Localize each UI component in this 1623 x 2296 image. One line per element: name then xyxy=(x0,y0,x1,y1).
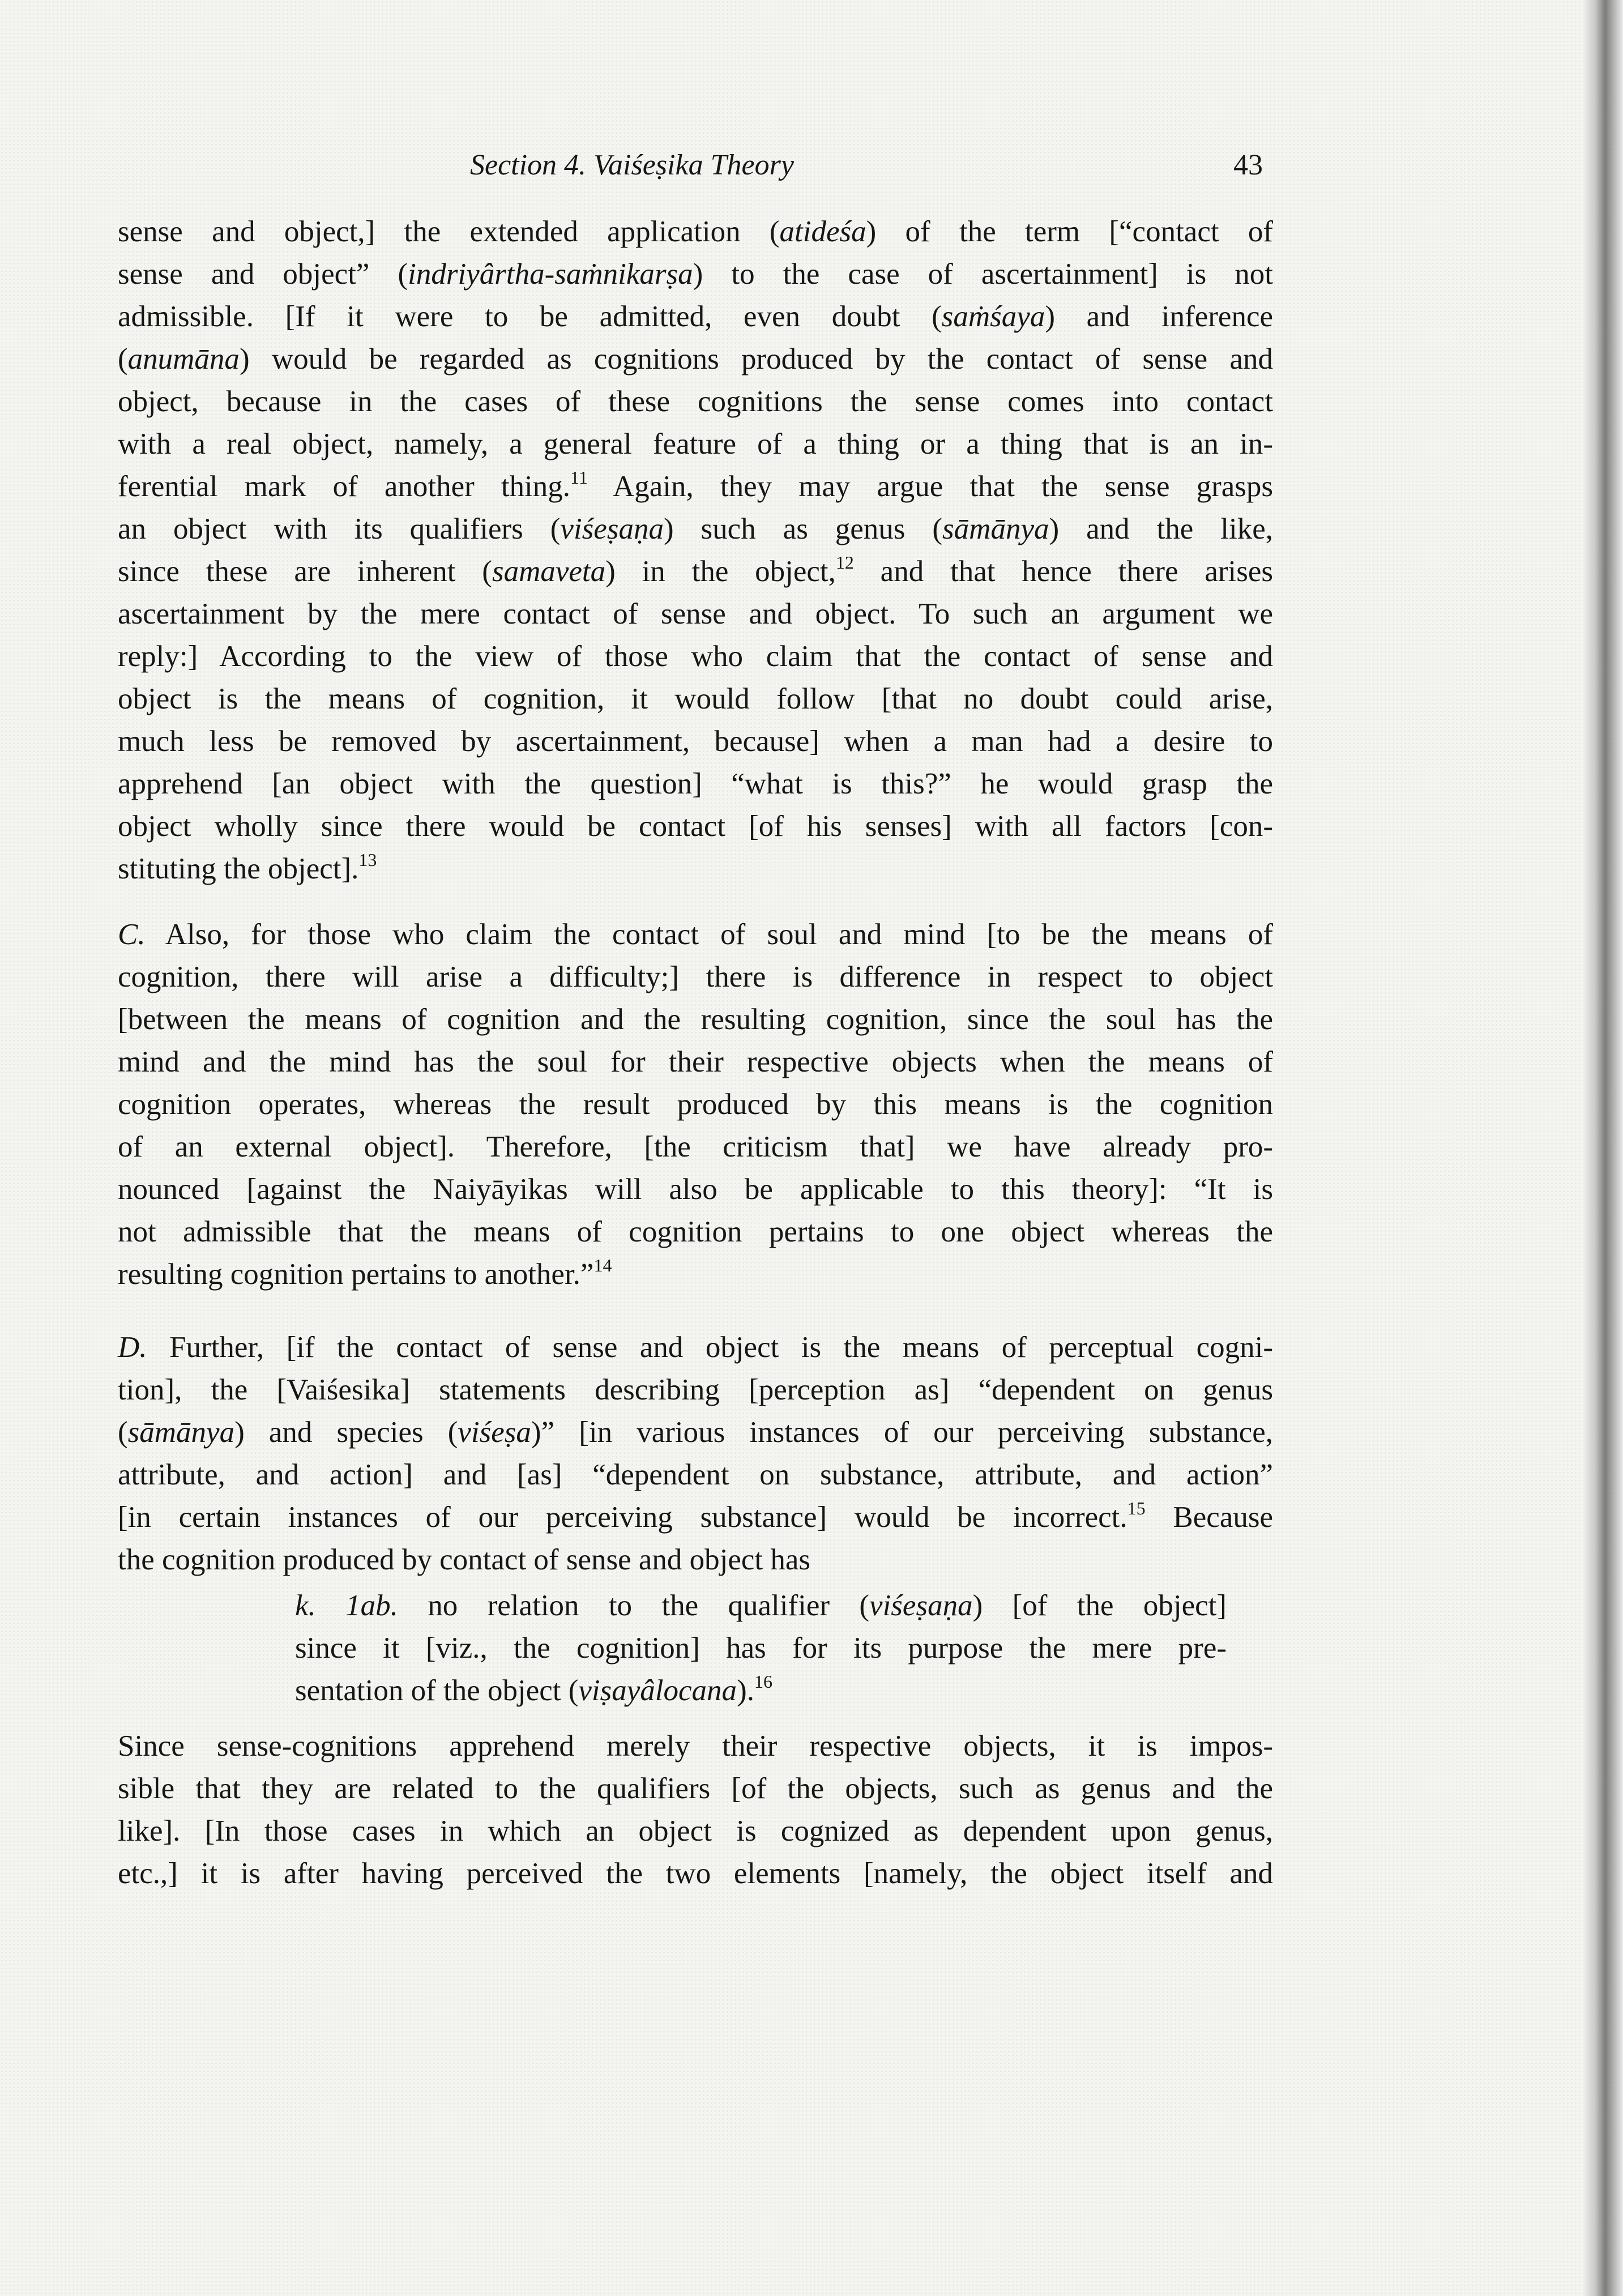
text-line xyxy=(118,1725,1273,1768)
text-line xyxy=(118,466,1273,508)
text-line xyxy=(118,1768,1273,1810)
text-run: reply:] According to the view of those who claim that the contact of sense and xyxy=(118,640,1273,673)
footnote-ref: 16 xyxy=(754,1671,772,1692)
italic-term: viṣayâlocana xyxy=(578,1674,737,1707)
text-run: the cognition produced by contact of sense and object has xyxy=(118,1543,811,1576)
text-run: object wholly since there would be contact [of his senses] with all factors [con- xyxy=(118,810,1273,843)
italic-term: C. xyxy=(118,918,146,951)
italic-term: viśeṣa xyxy=(458,1416,531,1449)
text-run: cognition, there will arise a difficulty;] there is difference in respect to object xyxy=(118,961,1273,993)
text-run: tion], the [Vaiśesika] statements describing [perception as] “dependent on genus xyxy=(118,1373,1273,1406)
text-run: Further, [if the contact of sense and object is the means of perceptual cogni- xyxy=(147,1331,1273,1364)
text-line xyxy=(118,338,1273,381)
text-run: not admissible that the means of cognition pertains to one object whereas the xyxy=(118,1215,1273,1248)
italic-term: viśeṣaṇa xyxy=(560,513,664,545)
book-binding-edge xyxy=(1583,0,1623,2296)
text-line xyxy=(118,678,1273,720)
text-run: admissible. [If it were to be admitted, even doubt ( xyxy=(118,300,942,333)
footnote-ref: 15 xyxy=(1127,1498,1146,1518)
running-title: Section 4. Vaiśeṣika Theory xyxy=(470,149,794,181)
text-line xyxy=(118,1168,1273,1211)
text-run: ) and species ( xyxy=(234,1416,458,1449)
text-line xyxy=(295,1670,1227,1712)
text-line xyxy=(118,1126,1273,1168)
italic-term: atideśa xyxy=(779,215,866,248)
text-run: ) and inference xyxy=(1045,300,1273,333)
text-run: since these are inherent ( xyxy=(118,555,492,588)
italic-term: sāmānya xyxy=(942,513,1049,545)
footnote-ref: 14 xyxy=(593,1255,612,1275)
text-line xyxy=(118,296,1273,338)
text-run: ( xyxy=(118,1416,128,1449)
text-run: ) would be regarded as cognitions produced by the contact of sense and xyxy=(239,343,1273,375)
text-run: Because xyxy=(1145,1501,1273,1534)
footnote-ref: 13 xyxy=(358,850,377,870)
text-line xyxy=(118,253,1273,296)
italic-term: indriyârtha-saṁnikarṣa xyxy=(408,258,693,291)
text-run: of an external object]. Therefore, [the criticism that] we have already pro- xyxy=(118,1130,1273,1163)
text-run: and that hence there arises xyxy=(853,555,1274,588)
text-line xyxy=(118,1810,1273,1853)
text-run: much less be removed by ascertainment, because] when a man had a desire to xyxy=(118,725,1273,758)
text-run: Since sense-cognitions apprehend merely their respective objects, it is impos- xyxy=(118,1730,1273,1762)
text-run: ) and the like, xyxy=(1049,513,1274,545)
verse-kārikā-1ab xyxy=(295,1585,1227,1712)
text-line xyxy=(118,1041,1273,1083)
text-run: )” [in various instances of our perceiving substance, xyxy=(531,1416,1273,1449)
italic-term: viśeṣaṇa xyxy=(869,1589,973,1622)
text-run: resulting cognition pertains to another.” xyxy=(118,1258,594,1291)
text-line xyxy=(118,720,1273,763)
text-line xyxy=(118,1411,1273,1454)
text-run: since it [viz., the cognition] has for its purpose the mere pre- xyxy=(295,1632,1227,1665)
text-run: ). xyxy=(737,1674,754,1707)
text-run: an object with its qualifiers ( xyxy=(118,513,561,545)
text-run: attribute, and action] and [as] “dependent on substance, attribute, and action” xyxy=(118,1458,1273,1491)
text-run: like]. [In those cases in which an object is cognized as dependent upon genus, xyxy=(118,1815,1273,1847)
text-run: no relation to the qualifier ( xyxy=(398,1589,870,1622)
footnote-ref: 11 xyxy=(570,467,588,488)
text-run: ) of the term [“contact of xyxy=(866,215,1273,248)
text-run: with a real object, namely, a general feature of a thing or a thing that is an in- xyxy=(118,428,1273,460)
text-run: ascertainment by the mere contact of sense and object. To such an argument we xyxy=(118,598,1273,630)
text-run: Also, for those who claim the contact of soul and mind [to be the means of xyxy=(145,918,1273,951)
text-line xyxy=(118,1496,1273,1539)
text-run: etc.,] it is after having perceived the two elements [namely, the object itself and xyxy=(118,1857,1273,1890)
text-line xyxy=(118,1211,1273,1253)
text-line xyxy=(118,956,1273,998)
text-run: mind and the mind has the soul for their respective objects when the means of xyxy=(118,1045,1273,1078)
paragraph-continued xyxy=(118,211,1273,890)
text-line xyxy=(118,1253,1273,1296)
text-run: cognition operates, whereas the result produced by this means is the cognition xyxy=(118,1088,1273,1121)
text-run: sible that they are related to the qualifiers [of the objects, such as genus and the xyxy=(118,1772,1273,1805)
italic-term: anumāna xyxy=(127,343,240,375)
text-run: object is the means of cognition, it would follow [that no doubt could arise, xyxy=(118,682,1273,715)
italic-term: k. 1ab. xyxy=(295,1589,398,1622)
italic-term: saṁśaya xyxy=(941,300,1045,333)
italic-term: D. xyxy=(118,1331,147,1364)
paragraph-since xyxy=(118,1725,1273,1895)
text-line xyxy=(118,1454,1273,1496)
text-run: object, because in the cases of these cognitions the sense comes into contact xyxy=(118,385,1273,418)
text-run: ( xyxy=(118,343,128,375)
text-line xyxy=(118,763,1273,805)
text-run: apprehend [an object with the question] “what is this?” he would grasp the xyxy=(118,767,1273,800)
text-line xyxy=(118,998,1273,1041)
text-line xyxy=(118,593,1273,635)
text-line xyxy=(118,805,1273,848)
page-number: 43 xyxy=(1233,149,1263,181)
running-header xyxy=(0,148,1623,194)
text-line xyxy=(118,423,1273,466)
text-run: sense and object” ( xyxy=(118,258,408,291)
text-line xyxy=(118,635,1273,678)
text-run: Again, they may argue that the sense grasps xyxy=(587,470,1273,503)
text-line xyxy=(118,508,1273,550)
text-line xyxy=(118,1326,1273,1369)
text-line xyxy=(118,914,1273,956)
text-run: [between the means of cognition and the resulting cognition, since the soul has the xyxy=(118,1003,1273,1036)
text-line xyxy=(295,1627,1227,1670)
text-run: sentation of the object ( xyxy=(295,1674,579,1707)
text-line xyxy=(118,550,1273,593)
text-run: ) such as genus ( xyxy=(663,513,943,545)
text-line xyxy=(295,1585,1227,1627)
text-line xyxy=(118,381,1273,423)
footnote-ref: 12 xyxy=(835,552,854,573)
text-run: ) [of the object] xyxy=(972,1589,1227,1622)
text-line xyxy=(118,211,1273,253)
text-line xyxy=(118,848,1273,890)
text-run: sense and object,] the extended application ( xyxy=(118,215,780,248)
text-run: ) to the case of ascertainment] is not xyxy=(693,258,1273,291)
paragraph-c xyxy=(118,914,1273,1296)
paragraph-d xyxy=(118,1326,1273,1581)
text-line xyxy=(118,1083,1273,1126)
text-run: ferential mark of another thing. xyxy=(118,470,571,503)
text-line xyxy=(118,1369,1273,1411)
italic-term: samaveta xyxy=(492,555,606,588)
text-run: ) in the object, xyxy=(605,555,836,588)
text-run: [in certain instances of our perceiving substance] would be incorrect. xyxy=(118,1501,1127,1534)
italic-term: sāmānya xyxy=(127,1416,235,1449)
text-run: stituting the object]. xyxy=(118,852,359,885)
text-run: nounced [against the Naiyāyikas will also be applicable to this theory]: “It is xyxy=(118,1173,1273,1206)
text-line xyxy=(118,1539,1273,1581)
text-line xyxy=(118,1853,1273,1895)
